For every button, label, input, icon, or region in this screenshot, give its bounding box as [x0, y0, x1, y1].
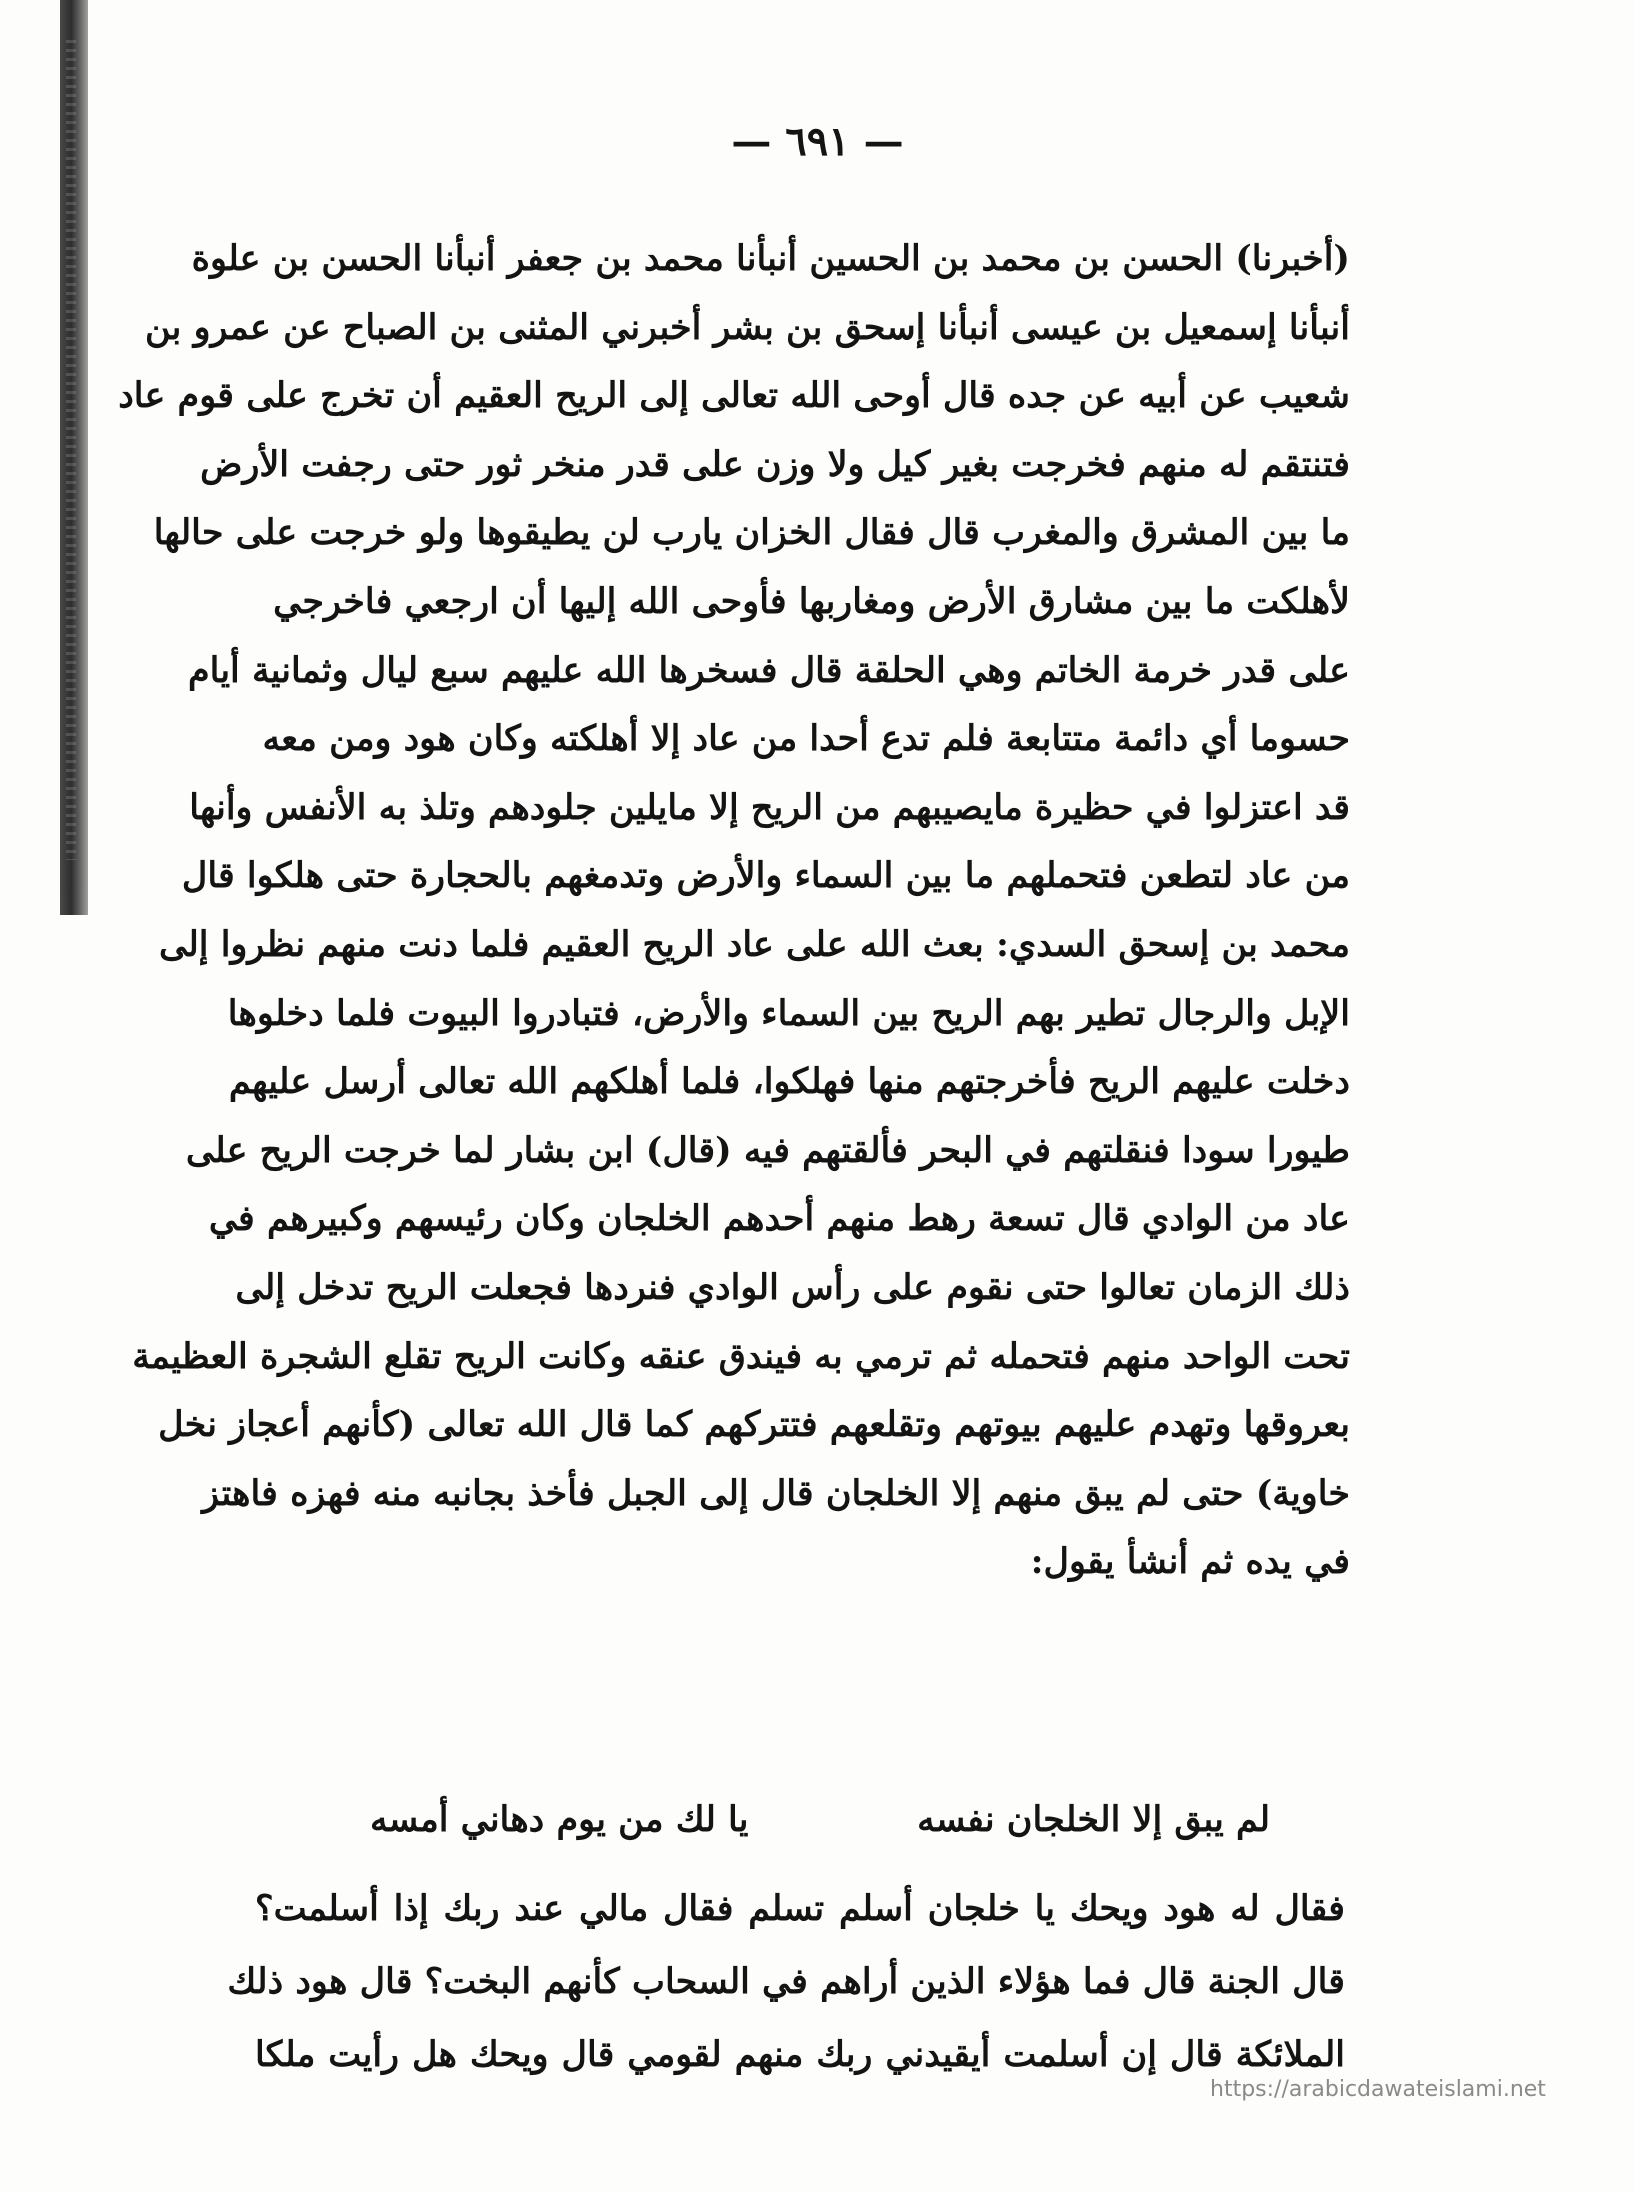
verse-hemistich-first: لم يبق إلا الخلجان نفسه: [917, 1799, 1270, 1840]
text-line: فقال له هود ويحك يا خلجان أسلم تسلم فقال مالي عند ربك إذا أسلمت؟: [255, 1888, 1345, 1929]
text-line-last: في يده ثم أنشأ يقول:: [1030, 1541, 1350, 1583]
text-line: أنبأنا إسمعيل بن عيسى أنبأنا إسحق بن بشر أخبرني المثنى بن الصباح عن عمرو بن: [145, 306, 1350, 348]
text-line: الإبل والرجال تطير بهم الريح بين السماء والأرض، فتبادروا البيوت فلما دخلوها: [227, 992, 1350, 1034]
poem-verse: [370, 1790, 1270, 1850]
text-line: فتنتقم له منهم فخرجت بغير كيل ولا وزن على قدر منخر ثور حتى رجفت الأرض: [200, 443, 1350, 485]
text-line: ما بين المشرق والمغرب قال فقال الخزان يارب لن يطيقوها ولو خرجت على حالها: [153, 512, 1350, 554]
page-number: — ٦٩١ —: [731, 118, 904, 165]
paragraph-main: [118, 225, 1350, 1597]
text-line: محمد بن إسحق السدي: بعث الله على عاد الريح العقيم فلما دنت منهم نظروا إلى: [158, 923, 1350, 965]
text-line: تحت الواحد منهم فتحمله ثم ترمي به فيندق عنقه وكانت الريح تقلع الشجرة العظيمة: [132, 1335, 1350, 1377]
text-line: خاوية) حتى لم يبق منهم إلا الخلجان قال إلى الجبل فأخذ بجانبه منه فهزه فاهتز: [202, 1472, 1350, 1514]
text-line: قال الجنة قال فما هؤلاء الذين أراهم في السحاب كأنهم البخت؟ قال هود ذلك: [227, 1961, 1345, 2002]
text-line: بعروقها وتهدم عليهم بيوتهم وتقلعهم فتتركهم كما قال الله تعالى (كأنهم أعجاز نخل: [158, 1404, 1350, 1446]
text-line: دخلت عليهم الريح فأخرجتهم منها فهلكوا، فلما أهلكهم الله تعالى أرسل عليهم: [228, 1061, 1350, 1103]
text-line: حسوما أي دائمة متتابعة فلم تدع أحدا من عاد إلا أهلكته وكان هود ومن معه: [262, 718, 1350, 760]
text-line: (أخبرنا) الحسن بن محمد بن الحسين أنبأنا محمد بن جعفر أنبأنا الحسن بن علوة: [191, 238, 1350, 279]
text-line: الملائكة قال إن أسلمت أيقيدني ربك منهم لقومي قال ويحك هل رأيت ملكا: [255, 2034, 1345, 2075]
source-watermark: https://arabicdawateislami.net: [1210, 2077, 1546, 2102]
text-line: على قدر خرمة الخاتم وهي الحلقة قال فسخرها الله عليهم سبع ليال وثمانية أيام: [187, 649, 1350, 691]
text-line: طيورا سودا فنقلتهم في البحر فألقتهم فيه (قال) ابن بشار لما خرجت الريح على: [185, 1129, 1350, 1171]
text-line: من عاد لتطعن فتحملهم ما بين السماء والأرض وتدمغهم بالحجارة حتى هلكوا قال: [181, 855, 1350, 897]
text-line: ذلك الزمان تعالوا حتى نقوم على رأس الوادي فنردها فجعلت الريح تدخل إلى: [235, 1266, 1350, 1308]
verse-hemistich-second: يا لك من يوم دهاني أمسه: [370, 1799, 749, 1840]
paragraph-continuation: [227, 1872, 1345, 2091]
text-line: قد اعتزلوا في حظيرة مايصيبهم من الريح إلا مايلين جلودهم وتلذ به الأنفس وأنها: [189, 786, 1350, 828]
text-line: شعيب عن أبيه عن جده قال أوحى الله تعالى إلى الريح العقيم أن تخرج على قوم عاد: [118, 375, 1350, 417]
text-line: لأهلكت ما بين مشارق الأرض ومغاربها فأوحى الله إليها أن ارجعي فاخرجي: [273, 580, 1350, 622]
text-line: عاد من الوادي قال تسعة رهط منهم أحدهم الخلجان وكان رئيسهم وكبيرهم في: [208, 1198, 1350, 1240]
